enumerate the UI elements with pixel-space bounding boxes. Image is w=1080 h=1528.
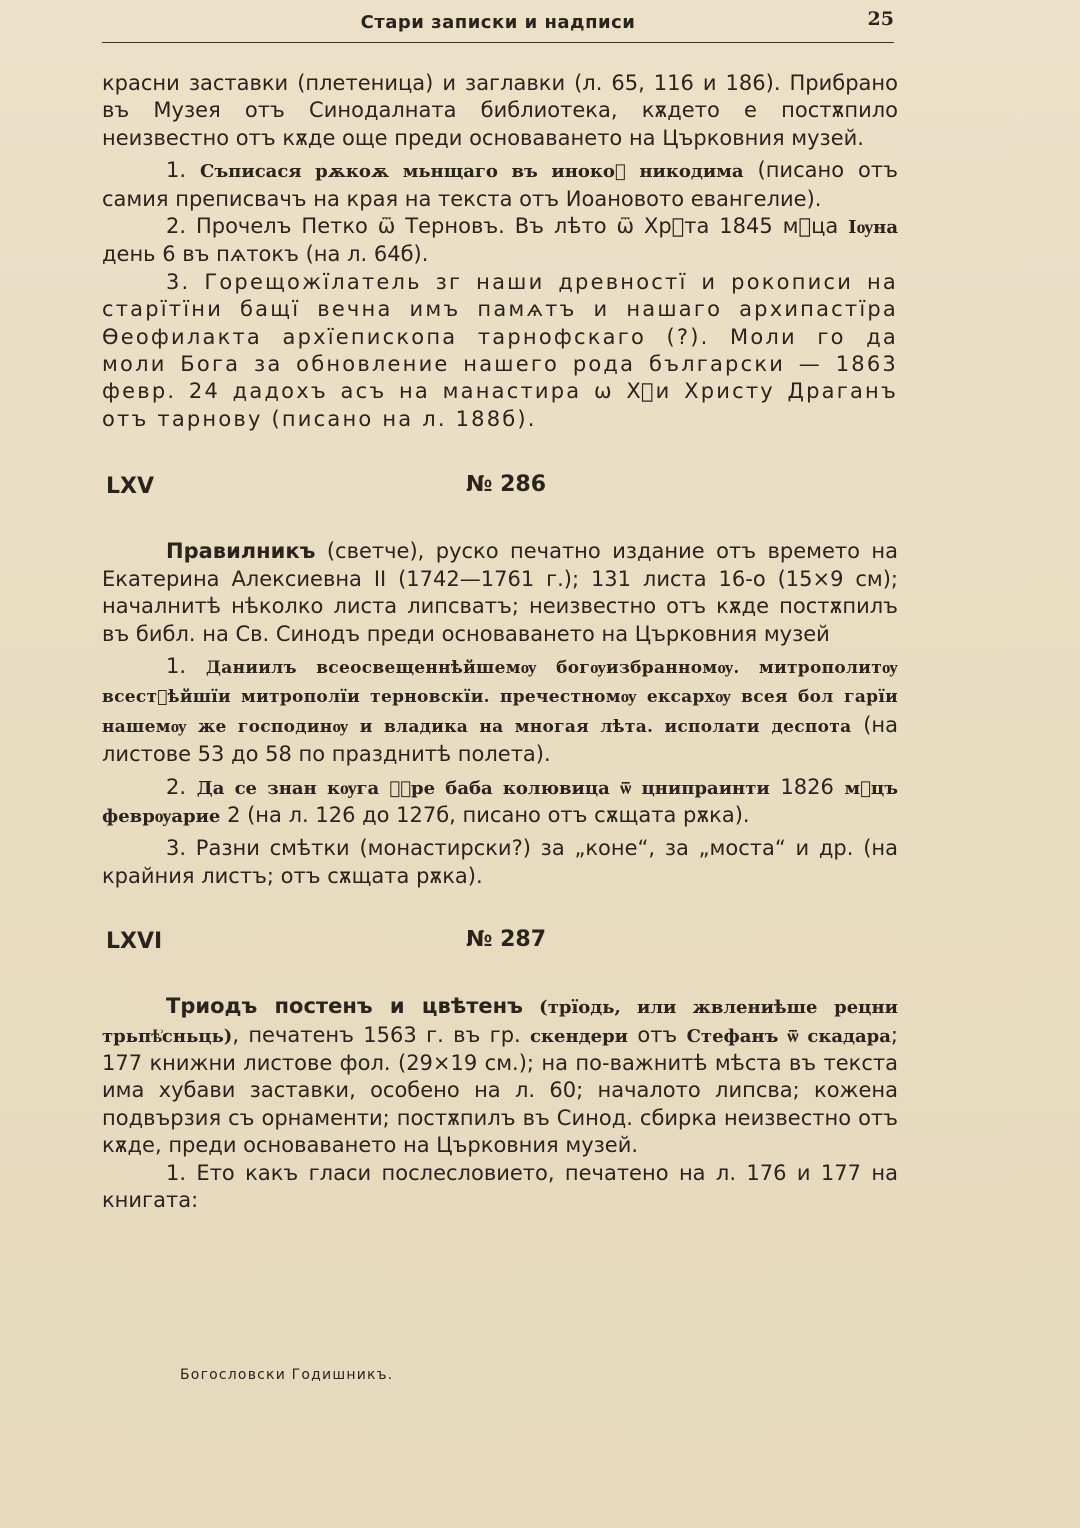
- entry-287-description: [102, 993, 898, 1159]
- entry-spacer: [102, 513, 898, 538]
- entry-287-text-a: , печатенъ 1563 г. въ гр.: [232, 1022, 531, 1047]
- entry-286-note-3: 3. Разни смѣтки (монастирски?) за „коне“, за „моста“ и др. (на крайния листъ; отъ сѫщата рѫка).: [102, 836, 898, 888]
- entry-287-slavonic-a: (трїодь, или жвлениѣше: [522, 997, 818, 1019]
- entry-287-text-b: отъ: [628, 1022, 687, 1047]
- running-title: Стари записки и надписи: [360, 12, 636, 33]
- intro-note-1: [102, 157, 898, 213]
- intro-note-1-text: (писано отъ самия преписвачъ на края на текста отъ Иоановото евангелие).: [102, 158, 898, 211]
- intro-note-2-lead: 2. Прочелъ Петко ѿ Терновъ. Въ лѣто ѿ Хрⷭта 1845 мⷭца: [166, 214, 849, 239]
- section-roman-numeral: LXVI: [106, 929, 163, 955]
- entry-286-note-1-number: 1.: [166, 653, 187, 678]
- catalog-number: № 286: [466, 472, 547, 498]
- running-head: [102, 6, 894, 46]
- entry-286-note-1: [102, 653, 898, 769]
- entry-287-title: Триодъ постенъ и цвѣтенъ: [166, 994, 523, 1019]
- entry-286-note-2-number: 2.: [166, 774, 187, 799]
- entry-286-note-2-slavonic-b: мⷭцъ феврѹарие: [102, 777, 899, 827]
- entry-286-note-2-text: 2 (на л. 126 до 127б, писано отъ сѫщата рѫка).: [220, 802, 750, 827]
- entry-286-note-1-slavonic-a: Даниилъ всеосвещеннѣйшемѹ богѹизбранномѹ. митрополитѹ: [205, 657, 898, 678]
- footer-signature: Богословски Годишникъ.: [180, 1367, 394, 1383]
- entry-287-text-c: ; 177 книжни листове фол. (29×19 см.); на по-важнитѣ мѣста въ текста има хубави заставки, особено на л. 60; началото липсва; кожена подвързия съ орнаменти; постѫпилъ въ Синод. сбирка неизвестно отъ кѫде, преди основаването на Църковния музей.: [102, 1022, 898, 1158]
- entry-287-note-1: 1. Ето какъ гласи послесловието, печатено на л. 176 и 177 на книгата:: [102, 1160, 898, 1212]
- intro-note-2-slavonic: Іѹна: [848, 217, 898, 239]
- entry-286-note-1-slavonic-c: гарїи нашемѹ же господинѹ и владика на многая лѣта. исполати: [102, 687, 898, 737]
- page-number: 25: [867, 8, 894, 30]
- intro-note-2-text: день 6 въ пѧтокъ (на л. 64б).: [102, 242, 429, 267]
- intro-paragraph: красни заставки (плетеница) и заглавки (л. 65, 116 и 186). Прибрано въ Музея отъ Синодалната библиотека, кѫдето е постѫпило неизвестно отъ кѫде още преди основаването на Църковния музей.: [102, 71, 898, 150]
- entry-286-note-2-year: 1826: [769, 774, 845, 799]
- entry-286-text: (светче), руско печатно издание отъ времето на Екатерина Алексиевна II (1742—1761 г.); 131 листа 16-о (15×9 см); началнитѣ нѣколко листа липсватъ; неизвестно отъ кѫде постѫпилъ въ библ. на Св. Синодъ преди основаването на Църковния музей: [102, 539, 898, 646]
- entry-286-note-2: [102, 774, 898, 831]
- entry-spacer: [102, 968, 898, 993]
- entry-287-slavonic-b: рецни трьпѣ͗сньць): [102, 997, 898, 1047]
- entry-287-slavonic-d: Стефанъ ѿ скадара: [686, 1025, 891, 1047]
- entry-286-title: Правилникъ: [166, 539, 316, 564]
- section-heading-lxvi: [102, 928, 898, 968]
- intro-note-1-slavonic: Съписася рѫкоѫ мьнщаго въ инокоⷯ никодима: [200, 161, 744, 183]
- entry-286-note-2-slavonic: Да се знан кѹга ѹⷨре баба колювица ѿ цнипраинти: [196, 777, 770, 799]
- entry-286-note-1-slavonic-b: всестⷮѣйшїи митрополїи терновскїи. пречестномѹ ексархѹ всея бол: [102, 687, 834, 708]
- entry-287-slavonic-c: скендери: [530, 1025, 629, 1047]
- section-heading-lxv: [102, 473, 898, 513]
- header-rule: [102, 42, 894, 43]
- intro-note-1-number: 1.: [166, 158, 187, 183]
- intro-note-3: 3. Горещожїлатель зг наши древностї и рокописи на старїтїни бащї вечна имъ памѧтъ и нашаго архипастїра Ѳеофилакта архїепископа тарнофскаго (?). Моли го да моли Бога за обновление нашего рода български — 1863 февр. 24 дадохъ асъ на манастира ѡ Хⷣи Христу Драганъ отъ тарнову (писано на л. 188б).: [102, 269, 898, 431]
- page-body: [102, 70, 898, 1214]
- section-roman-numeral: LXV: [106, 474, 155, 500]
- entry-286-description: [102, 538, 898, 648]
- intro-note-2: [102, 213, 898, 269]
- entry-286-note-1-text: (на листове 53 до 58 по празднитѣ полета).: [102, 712, 898, 767]
- entry-286-note-1-slavonic-d: деспота: [771, 716, 852, 737]
- catalog-number: № 287: [466, 927, 547, 953]
